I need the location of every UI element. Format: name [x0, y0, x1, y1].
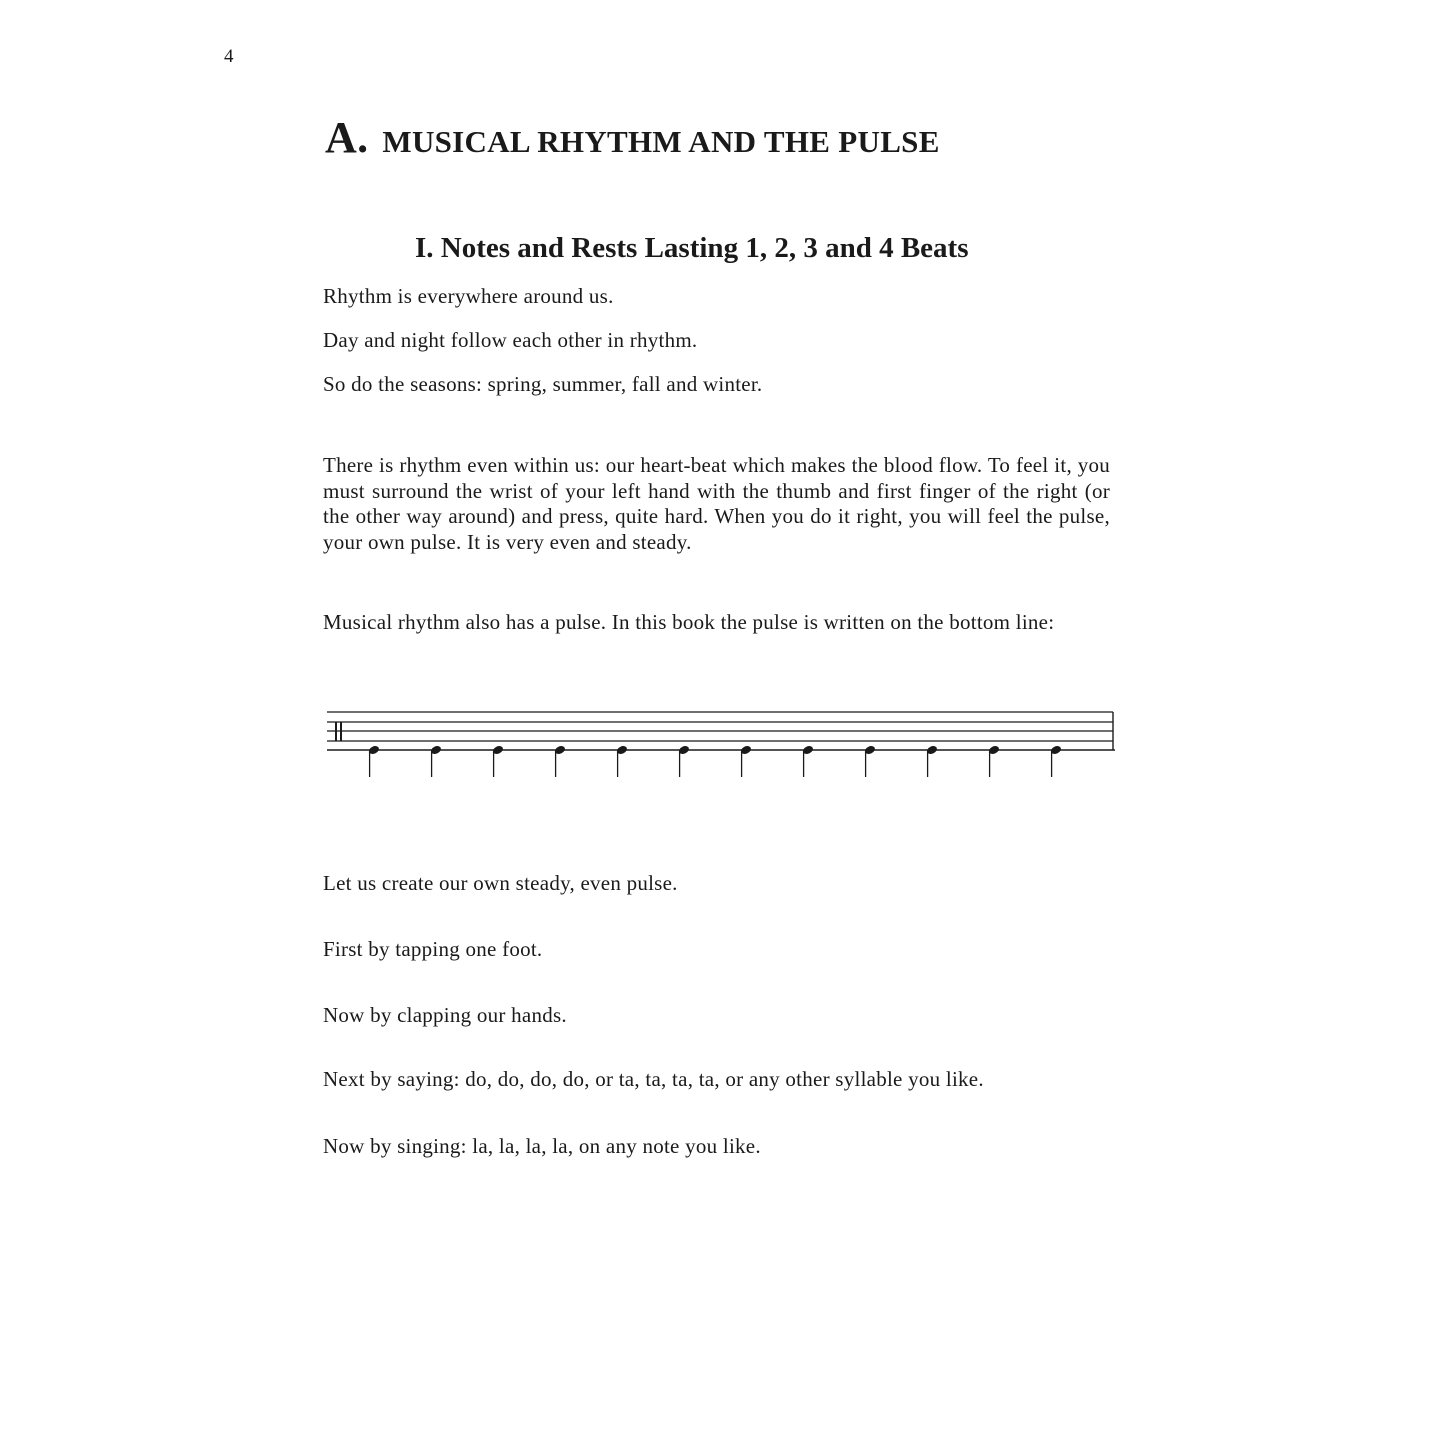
quarter-note [1050, 745, 1062, 777]
paragraph-day-night: Day and night follow each other in rhythm. [323, 328, 698, 352]
paragraph-clapping: Now by clapping our hands. [323, 1003, 567, 1027]
quarter-note [678, 745, 690, 777]
quarter-note [926, 745, 938, 777]
paragraph-heartbeat: There is rhythm even within us: our heart-beat which makes the blood flow. To feel it, you must surround the wrist of your left hand with the thumb and first finger of the right (or the other way around) and press, quite hard. When you do it right, you will feel the pulse, your own pulse. It is very even and steady. [323, 453, 1110, 554]
quarter-note [492, 745, 504, 777]
chapter-title-text: MUSICAL RHYTHM AND THE PULSE [382, 124, 940, 159]
paragraph-rhythm-everywhere: Rhythm is everywhere around us. [323, 284, 614, 308]
quarter-note [430, 745, 442, 777]
quarter-note [988, 745, 1000, 777]
quarter-note [802, 745, 814, 777]
quarter-note [616, 745, 628, 777]
page-number: 4 [224, 46, 234, 67]
quarter-note [864, 745, 876, 777]
paragraph-tapping: First by tapping one foot. [323, 937, 543, 961]
paragraph-singing: Now by singing: la, la, la, la, on any note you like. [323, 1134, 761, 1158]
chapter-letter: A. [325, 113, 369, 162]
quarter-note [368, 745, 380, 777]
paragraph-musical-pulse: Musical rhythm also has a pulse. In this book the pulse is written on the bottom line: [323, 610, 1055, 634]
section-title: I. Notes and Rests Lasting 1, 2, 3 and 4 Beats [415, 232, 969, 264]
paragraph-saying: Next by saying: do, do, do, do, or ta, ta, ta, ta, or any other syllable you like. [323, 1067, 984, 1091]
paragraph-seasons: So do the seasons: spring, summer, fall and winter. [323, 372, 763, 396]
paragraph-create-pulse: Let us create our own steady, even pulse. [323, 871, 678, 895]
quarter-note [740, 745, 752, 777]
quarter-note [554, 745, 566, 777]
